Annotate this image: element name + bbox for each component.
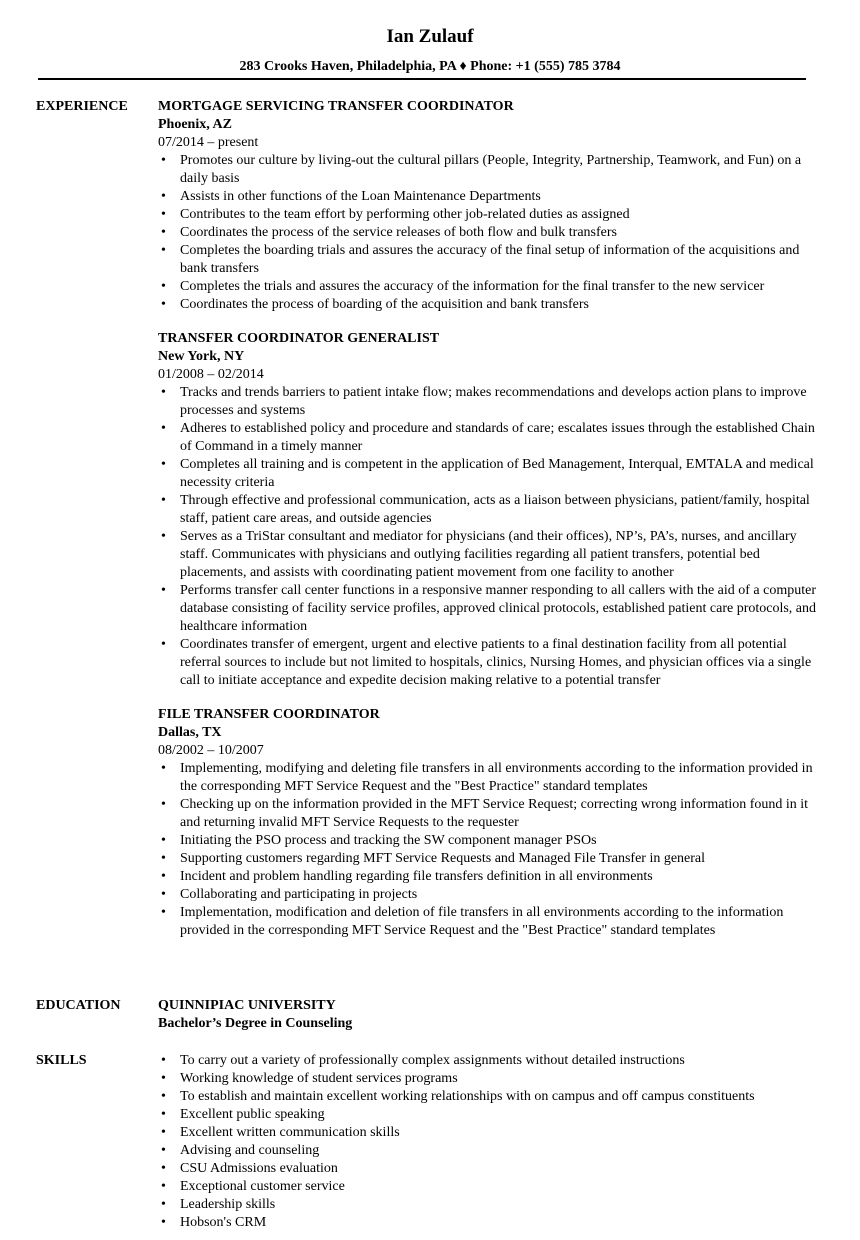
job-dates: 07/2014 – present [158, 135, 259, 150]
skill-item: • CSU Admissions evaluation [158, 1160, 818, 1178]
duty-item: • Checking up on the information provided in the MFT Service Request; correcting wrong information found in it and returning invalid MFT Service Requests to the requester [158, 796, 818, 832]
section-label-experience: EXPERIENCE [36, 99, 128, 114]
job-duties-list [158, 384, 818, 690]
job-location: Phoenix, AZ [158, 117, 232, 132]
skills-entry [158, 1052, 818, 1232]
duty-item: • Coordinates transfer of emergent, urgent and elective patients to a final destination facility from all potential referral sources to include but not limited to hospitals, clinics, Nursing Homes, and physician offices via a single call to initiate acceptance and expedite decision making relative to a potential transfer [158, 636, 818, 690]
duty-item: • Incident and problem handling regarding file transfers definition in all environments [158, 868, 818, 886]
duty-item: • Through effective and professional communication, acts as a liaison between physicians, patient/family, hospital staff, patient care areas, and outside agencies [158, 492, 818, 528]
skill-item: • Working knowledge of student services programs [158, 1070, 818, 1088]
section-label-education: EDUCATION [36, 998, 121, 1013]
candidate-name: Ian Zulauf [386, 26, 474, 47]
job-entry [158, 98, 818, 314]
duty-item: • Coordinates the process of the service releases of both flow and bulk transfers [158, 224, 818, 242]
experience-list [158, 98, 818, 956]
skills-list [158, 1052, 818, 1232]
job-dates: 01/2008 – 02/2014 [158, 367, 264, 382]
skill-item: • Hobson's CRM [158, 1214, 818, 1232]
skill-item: • Advising and counseling [158, 1142, 818, 1160]
duty-item: • Contributes to the team effort by performing other job-related duties as assigned [158, 206, 818, 224]
duty-item: • Implementation, modification and deletion of file transfers in all environments according to the information provided in the corresponding MFT Service Request and the "Best Practice" standard templates [158, 904, 818, 940]
resume-header [0, 24, 860, 76]
job-title: FILE TRANSFER COORDINATOR [158, 707, 380, 722]
skill-item: • Excellent public speaking [158, 1106, 818, 1124]
skill-item: • Excellent written communication skills [158, 1124, 818, 1142]
duty-item: • Assists in other functions of the Loan Maintenance Departments [158, 188, 818, 206]
school-name: QUINNIPIAC UNIVERSITY [158, 998, 336, 1013]
duty-item: • Completes the boarding trials and assures the accuracy of the final setup of information of the acquisitions and bank transfers [158, 242, 818, 278]
duty-item: • Completes the trials and assures the accuracy of the information for the final transfer to the new servicer [158, 278, 818, 296]
job-location: Dallas, TX [158, 725, 222, 740]
duty-item: • Completes all training and is competent in the application of Bed Management, Interqual, EMTALA and medical necessity criteria [158, 456, 818, 492]
duty-item: • Initiating the PSO process and tracking the SW component manager PSOs [158, 832, 818, 850]
duty-item: • Performs transfer call center functions in a responsive manner responding to all callers with the aid of a computer database consisting of facility service profiles, approved clinical protocols, established patient care protocols, and healthcare information [158, 582, 818, 636]
duty-item: • Collaborating and participating in projects [158, 886, 818, 904]
skill-item: • Exceptional customer service [158, 1178, 818, 1196]
section-label-skills: SKILLS [36, 1053, 87, 1068]
job-entry [158, 706, 818, 940]
skill-item: • Leadership skills [158, 1196, 818, 1214]
education-entry [158, 997, 818, 1033]
job-title: TRANSFER COORDINATOR GENERALIST [158, 331, 440, 346]
duty-item: • Supporting customers regarding MFT Service Requests and Managed File Transfer in general [158, 850, 818, 868]
skill-item: • To carry out a variety of professionally complex assignments without detailed instructions [158, 1052, 818, 1070]
header-divider [38, 78, 806, 80]
contact-line: 283 Crooks Haven, Philadelphia, PA ♦ Phone: +1 (555) 785 3784 [239, 59, 621, 74]
duty-item: • Coordinates the process of boarding of the acquisition and bank transfers [158, 296, 818, 314]
job-duties-list [158, 152, 818, 314]
job-entry [158, 330, 818, 690]
degree-name: Bachelor’s Degree in Counseling [158, 1016, 353, 1031]
duty-item: • Adheres to established policy and procedure and standards of care; escalates issues through the established Chain of Command in a timely manner [158, 420, 818, 456]
duty-item: • Tracks and trends barriers to patient intake flow; makes recommendations and develops action plans to improve processes and systems [158, 384, 818, 420]
duty-item: • Serves as a TriStar consultant and mediator for physicians (and their offices), NP’s, PA’s, nurses, and ancillary staff. Communicates with physicians and outlying facilities regarding all patient transfers, potential bed placements, and assists with coordinating patient movement from one facility to another [158, 528, 818, 582]
duty-item: • Implementing, modifying and deleting file transfers in all environments according to the information provided in the corresponding MFT Service Request and the "Best Practice" standard templates [158, 760, 818, 796]
job-title: MORTGAGE SERVICING TRANSFER COORDINATOR [158, 99, 514, 114]
duty-item: • Promotes our culture by living-out the cultural pillars (People, Integrity, Partnership, Teamwork, and Fun) on a daily basis [158, 152, 818, 188]
job-location: New York, NY [158, 349, 245, 364]
job-duties-list [158, 760, 818, 940]
job-dates: 08/2002 – 10/2007 [158, 743, 264, 758]
skill-item: • To establish and maintain excellent working relationships with on campus and off campus constituents [158, 1088, 818, 1106]
